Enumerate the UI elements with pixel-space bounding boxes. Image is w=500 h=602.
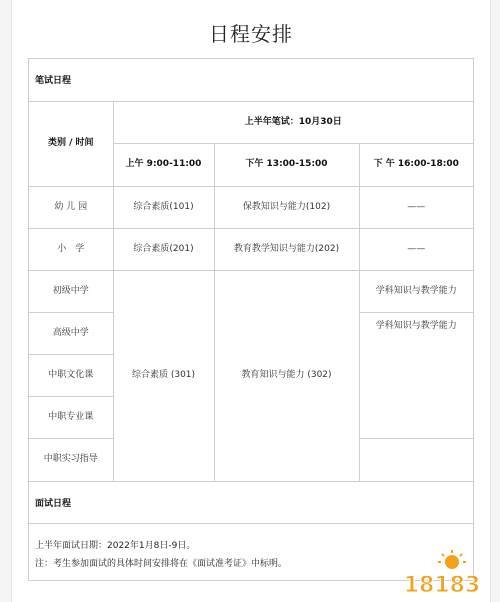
site-watermark-logo xyxy=(392,548,492,598)
table-row xyxy=(29,229,473,271)
cell-primary-s2: 教育教学知识与能力(202) xyxy=(214,229,359,271)
written-exam-table xyxy=(29,101,473,482)
cell-primary-s1: 综合素质(201) xyxy=(113,229,214,271)
cell-primary-s3: —— xyxy=(359,229,473,271)
row-label-vocational-culture: 中职文化课 xyxy=(29,355,113,397)
category-time-header: 类别 / 时间 xyxy=(29,102,113,187)
cell-senior-high-s3: 学科知识与教学能力 xyxy=(359,313,473,439)
schedule-box xyxy=(28,58,474,581)
written-exam-section-title: 笔试日程 xyxy=(35,76,72,86)
slot-morning: 上午 9:00-11:00 xyxy=(113,144,214,187)
merged-cell-s2: 教育知识与能力 (302) xyxy=(214,271,359,482)
slot-late-afternoon: 下 午 16:00-18:00 xyxy=(359,144,473,187)
interview-note-line: 注：考生参加面试的具体时间安排将在《面试准考证》中标明。 xyxy=(35,559,288,569)
table-row xyxy=(29,271,473,313)
merged-cell-s1: 综合素质 (301) xyxy=(113,271,214,482)
row-label-senior-high: 高级中学 xyxy=(29,313,113,355)
section-divider xyxy=(29,523,473,524)
cell-junior-high-s3: 学科知识与教学能力 xyxy=(359,271,473,313)
watermark-text: 18183 xyxy=(403,573,481,598)
cell-kindergarten-s2: 保教知识与能力(102) xyxy=(214,187,359,229)
page-title: 日程安排 xyxy=(209,22,293,46)
row-label-junior-high: 初级中学 xyxy=(29,271,113,313)
empty-cell xyxy=(359,439,473,482)
interview-section-title: 面试日程 xyxy=(35,499,72,509)
row-label-vocational-internship: 中职实习指导 xyxy=(29,439,113,482)
row-label-kindergarten: 幼 儿 园 xyxy=(29,187,113,229)
sun-icon xyxy=(438,550,466,569)
table-header-row xyxy=(29,102,473,144)
table-row xyxy=(29,187,473,229)
interview-date-line: 上半年面试日期：2022年1月8日-9日。 xyxy=(35,541,196,551)
slot-afternoon: 下午 13:00-15:00 xyxy=(214,144,359,187)
exam-date-header: 上半年笔试：10月30日 xyxy=(113,102,473,144)
cell-kindergarten-s3: —— xyxy=(359,187,473,229)
row-label-primary: 小 学 xyxy=(29,229,113,271)
document-page xyxy=(11,0,491,602)
cell-kindergarten-s1: 综合素质(101) xyxy=(113,187,214,229)
row-label-vocational-major: 中职专业课 xyxy=(29,397,113,439)
